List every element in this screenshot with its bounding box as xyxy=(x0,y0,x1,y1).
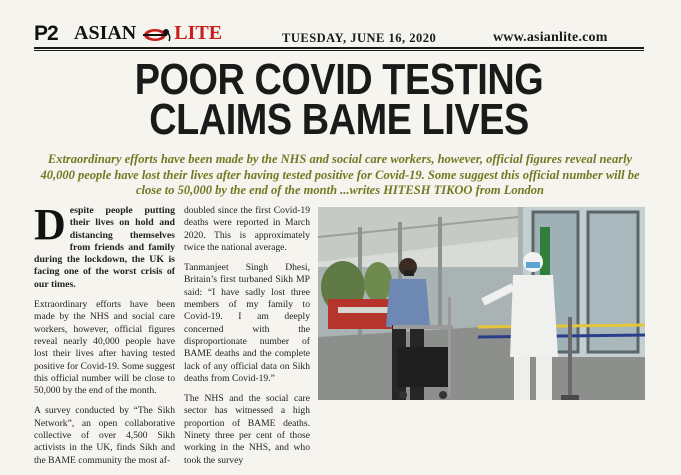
headline-line-2: CLAIMS BAME LIVES xyxy=(149,95,529,144)
article-photo xyxy=(318,207,645,400)
col1-paragraph-2: Extraordinary efforts have been made by the NHS and social care workers, however, official figures reveal nearly 40,000 people have lost their lives after having tested positive for Covid-19. Some suggest this official number will be close to 50,000 by the end of the month. xyxy=(34,299,175,397)
column-2 xyxy=(184,205,310,475)
website-link[interactable]: www.asianlite.com xyxy=(493,30,608,45)
masthead-rule xyxy=(34,47,644,49)
col1-paragraph-3: A survey conducted by “The Sikh Network”, an open collaborative collective of over 4,500 Sikh activists in the UK, finds Sikh and the BAME community the most af- xyxy=(34,405,175,466)
col2-paragraph-1: doubled since the first Covid-19 deaths were reported in March 2020. This is approximately twice the national average. xyxy=(184,205,310,253)
page-number: P2 xyxy=(34,22,58,45)
elephant-logo-icon xyxy=(139,25,171,43)
masthead xyxy=(0,0,681,52)
lead-paragraph xyxy=(34,200,175,291)
brand-left: ASIAN xyxy=(74,22,137,44)
masthead-rule-thin xyxy=(34,50,644,51)
lead-text: espite people putting their lives on hold and distancing themselves from friends and family during the lockdown, the UK is facing one of the worst crisis of our times. xyxy=(34,205,175,290)
standfirst: Extraordinary efforts have been made by the NHS and social care workers, however, official figures reveal nearly 40,000 people have lost their lives after having tested positive for Covid-19. Some suggest this official number will be close to 50,000 by the end of the month ...writes HITESH TIKOO from London xyxy=(40,152,640,197)
headline-line-1: POOR COVID TESTING xyxy=(134,55,544,104)
issue-date: TUESDAY, JUNE 16, 2020 xyxy=(282,31,437,45)
headline xyxy=(77,55,602,144)
brand-logo xyxy=(74,22,222,45)
drop-cap: D xyxy=(34,200,66,249)
col2-paragraph-2: Tanmanjeet Singh Dhesi, Britain’s first turbaned Sikh MP said: “I have sadly lost three members of my family to Covid-19. I am deeply concerned with the disproportionate number of BAME deaths and the complete lack of any official data on Sikh deaths from Covid-19.” xyxy=(184,262,310,384)
column-1 xyxy=(34,200,175,475)
brand-right: LITE xyxy=(174,22,223,44)
airport-screening-photo xyxy=(318,207,645,400)
col2-paragraph-3: The NHS and the social care sector has witnessed a high proportion of BAME deaths. Ninety three per cent of those working in the NHS, and who took the survey xyxy=(184,393,310,466)
